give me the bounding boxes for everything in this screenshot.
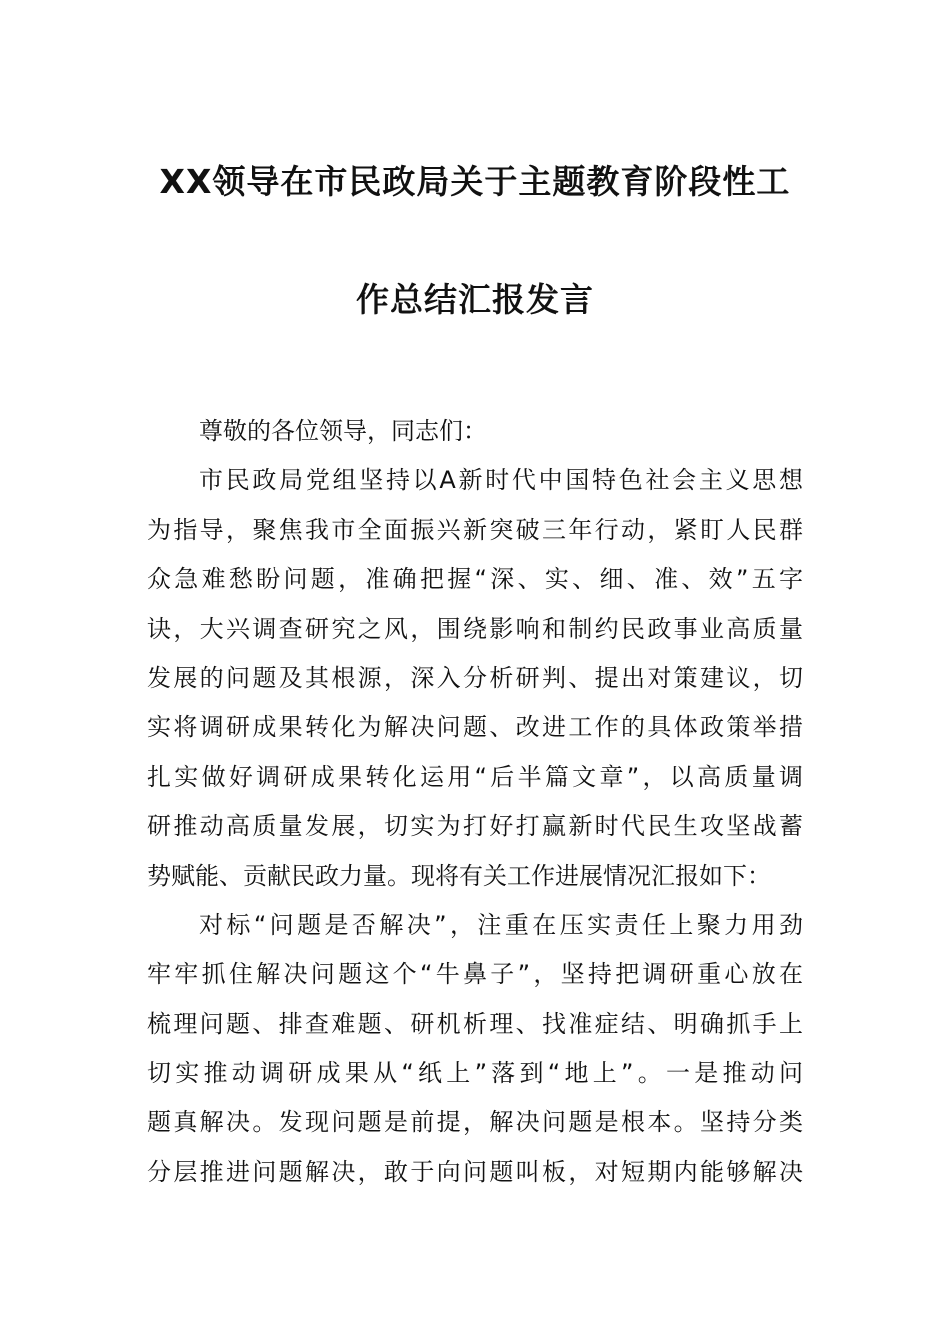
document-title-line-1: XX领导在市民政局关于主题教育阶段性工 [159,162,791,201]
paragraph-2 [147,901,803,1197]
document-title-line-2: 作总结汇报发言 [356,280,594,319]
paragraph-line: 牢牢抓住解决问题这个“牛鼻子”，坚持把调研重心放在 [147,960,803,989]
document-body [147,407,803,1197]
paragraph-line: 发展的问题及其根源，深入分析研判、提出对策建议，切 [147,663,803,692]
paragraph-line: 扎实做好调研成果转化运用“后半篇文章”，以高质量调 [147,762,803,791]
paragraph-line: 众急难愁盼问题，准确把握“深、实、细、准、效”五字 [147,565,803,594]
paragraph-line: 切实推动调研成果从“纸上”落到“地上”。一是推动问 [147,1059,803,1088]
paragraph-line: 梳理问题、排查难题、研机析理、找准症结、明确抓手上 [147,1009,803,1038]
paragraph-line: 实将调研成果转化为解决问题、改进工作的具体政策举措 [147,713,803,742]
paragraph-line: 市民政局党组坚持以A新时代中国特色社会主义思想 [199,466,803,495]
paragraph-line: 势赋能、贡献民政力量。现将有关工作进展情况汇报如下： [147,861,771,890]
paragraph-line: 为指导，聚焦我市全面振兴新突破三年行动，紧盯人民群 [147,515,803,544]
paragraph-line: 诀，大兴调查研究之风，围绕影响和制约民政事业高质量 [147,614,803,643]
paragraph-line: 研推动高质量发展，切实为打好打赢新时代民生攻坚战蓄 [147,812,803,841]
paragraph-line: 题真解决。发现问题是前提，解决问题是根本。坚持分类 [147,1108,803,1137]
paragraph-1 [147,456,803,901]
salutation: 尊敬的各位领导，同志们： [199,417,487,445]
paragraph-line: 对标“问题是否解决”，注重在压实责任上聚力用劲 [199,910,803,939]
paragraph-line: 分层推进问题解决，敢于向问题叫板，对短期内能够解决 [147,1157,803,1186]
